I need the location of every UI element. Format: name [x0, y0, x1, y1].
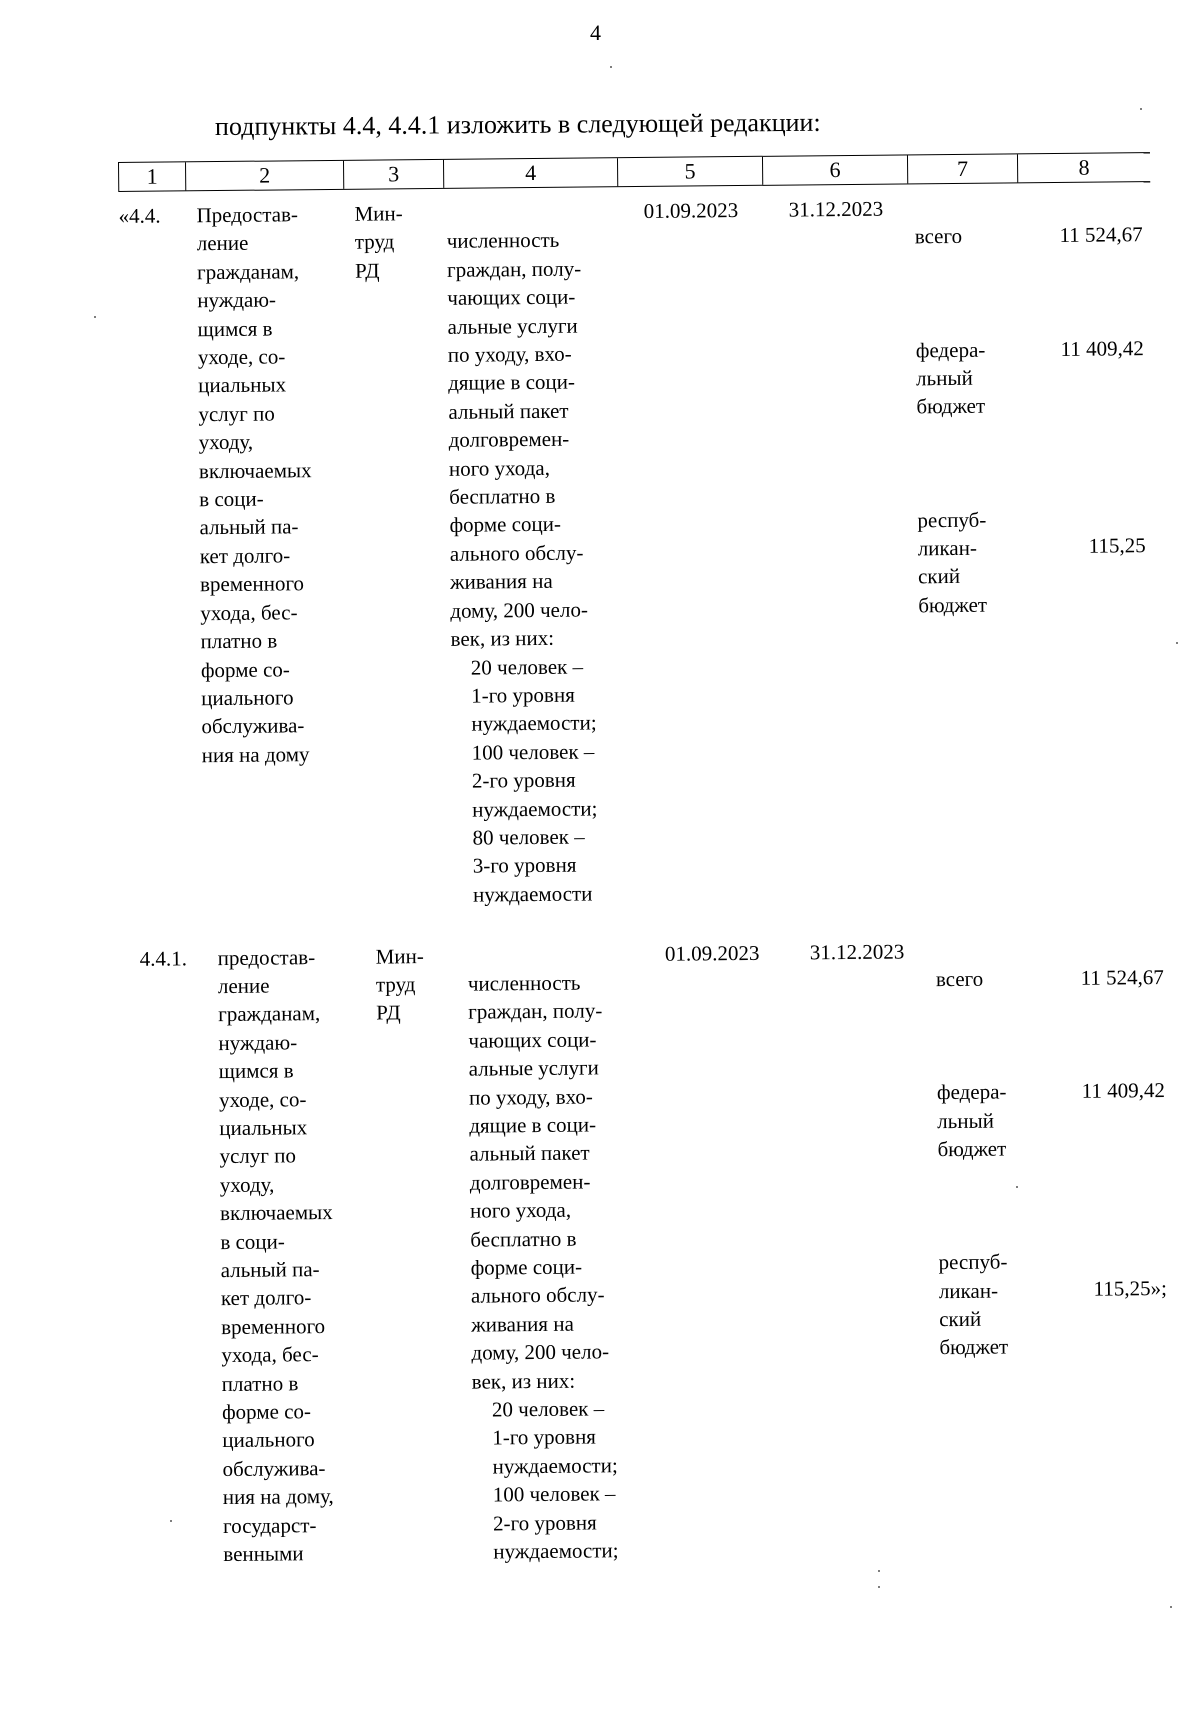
intro-text: подпункты 4.4, 4.4.1 изложить в следующей редакции: [214, 107, 821, 141]
amount-republic: 115,25 [1088, 533, 1146, 558]
source-label-republic: респуб- ликан- ский бюджет [938, 1249, 1009, 1360]
funding-sources [929, 936, 1045, 1590]
indicator-text: численность граждан, полу- чающих соци- альные услуги по уходу, вхо- дящие в соци- альный пакет долговремен- ного ухода, бесплатно в форме соци- ального обслу- живания на дому, 200 чело- век, из них: [446, 228, 589, 651]
row-number: «4.4. [118, 203, 161, 228]
header-col-6: 6 [763, 155, 908, 184]
source-label-total: всего [935, 966, 984, 992]
table-row [126, 935, 1167, 1598]
header-col-3: 3 [344, 160, 444, 189]
page-number: 4 [590, 20, 601, 45]
row-number: 4.4.1. [139, 945, 188, 971]
scan-speck [94, 316, 96, 318]
end-date: 31.12.2023 [788, 196, 884, 222]
amount-total: 11 524,67 [1080, 964, 1164, 990]
amount-republic: 115,25»; [1093, 1275, 1167, 1301]
amount-federal: 11 409,42 [1081, 1078, 1166, 1103]
header-col-2: 2 [186, 161, 344, 191]
header-col-1: 1 [118, 162, 186, 191]
scan-speck [1176, 642, 1178, 644]
table-header-row [118, 152, 1150, 192]
amount-federal: 11 409,42 [1060, 335, 1144, 361]
scan-speck [1170, 1606, 1172, 1608]
source-label-federal: федера- льный бюджет [915, 337, 986, 419]
measure-name: Предостав- ление гражданам, нуждаю- щимся в уходе, со- циальных услуг по уходу, включаемых в соци- альный па- кет долго- временного ухода, бес- платно в форме со- циального обслужива- ния на дому [196, 202, 312, 767]
scan-speck [878, 1586, 880, 1588]
source-label-federal: федера- льный бюджет [936, 1079, 1007, 1162]
header-col-5: 5 [618, 157, 763, 186]
indicator-breakdown: 20 человек – 1-го уровня нуждаемости; 100 человек – 2-го уровня нуждаемости; 80 человек – 3-го уровня нуждаемости [470, 654, 598, 907]
scan-speck [1140, 108, 1142, 110]
measure-name: предостав- ление гражданам, нуждаю- щимся в уходе, со- циальных услуг по уходу, включаемых в соци- альный па- кет долго- временного ухода, бес- платно в форме со- циального обслужива- ния на дому, государст- венными [217, 944, 334, 1567]
header-col-8: 8 [1078, 154, 1090, 180]
source-label-republic: респуб- ликан- ский бюджет [917, 507, 988, 618]
measures-table [118, 152, 1167, 1598]
header-col-4: 4 [444, 158, 618, 188]
executor: Мин- труд РД [375, 943, 424, 1025]
indicator-breakdown: 20 человек – 1-го уровня нуждаемости; 100 человек – 2-го уровня нуждаемости; [491, 1396, 619, 1564]
table-row [118, 192, 1157, 940]
indicator-text: численность граждан, полу- чающих соци- альные услуги по уходу, вхо- дящие в соци- альный пакет долговремен- ного ухода, бесплатно в форме соци- ального обслу- живания на дому, 200 чело- век, из них: [467, 970, 610, 1394]
source-label-total: всего [914, 224, 963, 249]
end-date: 31.12.2023 [809, 939, 905, 964]
indicator [465, 940, 645, 1595]
funding-amounts [1018, 192, 1157, 932]
funding-sources [908, 193, 1025, 933]
scan-speck [1016, 1186, 1018, 1188]
scan-speck [610, 66, 612, 68]
scan-speck [170, 1520, 172, 1522]
scan-speck [878, 1570, 880, 1572]
amount-total: 11 524,67 [1059, 222, 1143, 248]
executor: Мин- труд РД [354, 201, 403, 283]
start-date: 01.09.2023 [664, 940, 760, 966]
indicator [444, 197, 625, 937]
start-date: 01.09.2023 [643, 198, 739, 223]
funding-amounts [1039, 934, 1177, 1589]
header-col-7: 7 [908, 154, 1018, 183]
